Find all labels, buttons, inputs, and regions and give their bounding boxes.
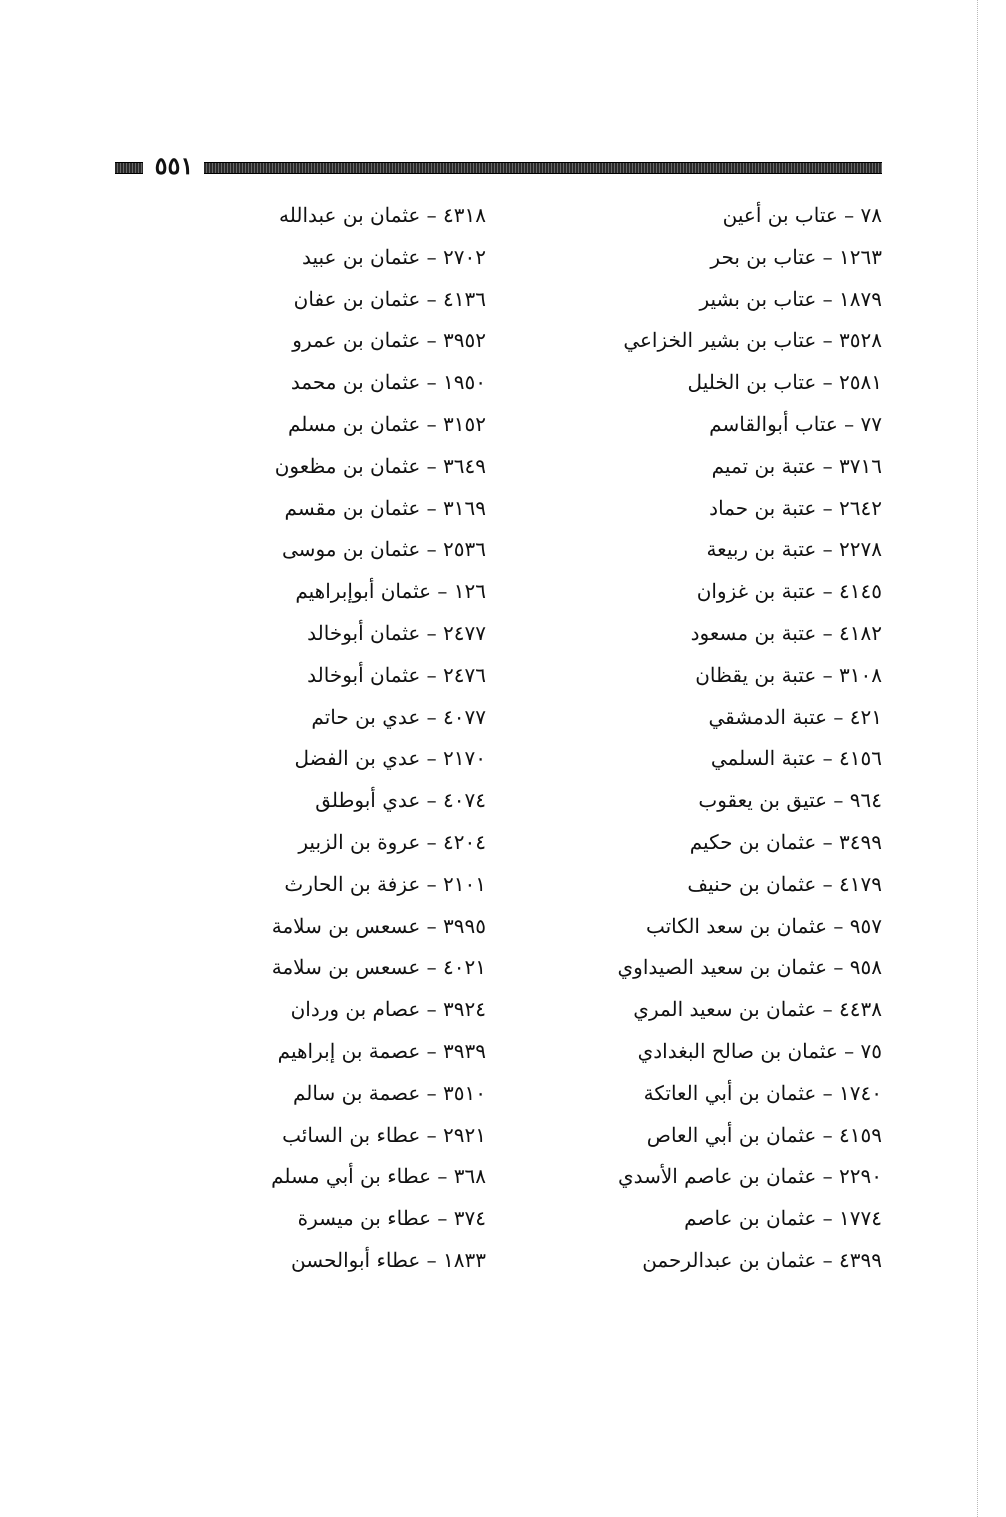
index-entry: ٢٥٣٦ – عثمان بن موسى	[282, 537, 486, 562]
index-entry: ٣١٥٢ – عثمان بن مسلم	[288, 411, 486, 436]
index-entry: ١٨٧٩ – عتاب بن بشير	[699, 286, 882, 311]
index-entry: ٧٨ – عتاب بن أعين	[722, 203, 882, 227]
index-entry: ٤١٥٦ – عتبة السلمي	[710, 746, 882, 771]
index-entry: ٤٠٧٧ – عدي بن حاتم	[311, 704, 486, 729]
index-entry: ٣٦٨ – عطاء بن أبي مسلم	[271, 1164, 486, 1189]
index-entry: ١٨٣٣ – عطاء أبوالحسن	[291, 1247, 486, 1272]
index-entry: ٣٩٩٥ – عسعس بن سلامة	[271, 913, 486, 938]
index-column-right	[592, 195, 882, 1282]
index-entry: ٤٤٣٨ – عثمان بن سعيد المري	[633, 997, 882, 1022]
index-entry: ٢١٧٠ – عدي بن الفضل	[294, 746, 486, 771]
index-entry: ٣٤٩٩ – عثمان بن حكيم	[689, 829, 882, 854]
index-entry: ١٩٥٠ – عثمان بن محمد	[290, 370, 486, 395]
index-entry: ٢٧٠٢ – عثمان بن عبيد	[301, 244, 486, 269]
index-entry: ٣٧١٦ – عتبة بن تميم	[711, 453, 882, 478]
header-rule	[204, 162, 882, 174]
header-rule-end	[115, 162, 143, 174]
index-entry: ٤٠٧٤ – عدي أبوطلق	[315, 788, 486, 813]
page-header	[115, 151, 882, 180]
index-entry: ١٢٦ – عثمان أبوإبراهيم	[295, 579, 486, 604]
index-entry: ٤١٣٦ – عثمان بن عفان	[293, 286, 486, 311]
index-entry: ٩٦٤ – عتيق بن يعقوب	[698, 788, 882, 813]
index-entry: ٣٥١٠ – عصمة بن سالم	[292, 1080, 486, 1105]
index-entry: ١٧٧٤ – عثمان بن عاصم	[684, 1206, 882, 1231]
index-entry: ٤١٧٩ – عثمان بن حنيف	[687, 871, 882, 896]
index-entry: ٣٩٥٢ – عثمان بن عمرو	[292, 328, 486, 353]
index-entry: ١٧٤٠ – عثمان بن أبي العاتكة	[643, 1080, 882, 1105]
index-entry: ٢٥٨١ – عتاب بن الخليل	[687, 370, 882, 395]
index-entry: ١٢٦٣ – عتاب بن بحر	[710, 244, 882, 269]
scan-edge-line	[976, 0, 978, 1517]
index-entry: ٣٥٢٨ – عتاب بن بشير الخزاعي	[623, 328, 882, 353]
index-entry: ٢٢٧٨ – عتبة بن ربيعة	[706, 537, 882, 562]
index-entry: ٧٥ – عثمان بن صالح البغدادي	[637, 1038, 882, 1063]
index-entry: ٤٢١ – عتبة الدمشقي	[708, 704, 882, 729]
index-entry: ٣٩٣٩ – عصمة بن إبراهيم	[277, 1038, 486, 1063]
index-entry: ٧٧ – عتاب أبوالقاسم	[709, 411, 882, 436]
index-entry: ٤١٨٢ – عتبة بن مسعود	[690, 620, 882, 645]
index-entry: ٣١٠٨ – عتبة بن يقظان	[695, 662, 882, 687]
index-entry: ٢٦٤٢ – عتبة بن حماد	[709, 495, 882, 520]
index-entry: ٤٢٠٤ – عروة بن الزبير	[298, 829, 486, 854]
index-entry: ٤٣١٨ – عثمان بن عبدالله	[279, 203, 486, 227]
index-entry: ٣٦٤٩ – عثمان بن مظعون	[274, 453, 486, 478]
index-entry: ٣٧٤ – عطاء بن ميسرة	[297, 1206, 486, 1231]
index-entry: ٤١٥٩ – عثمان بن أبي العاص	[646, 1122, 882, 1147]
index-entry: ٩٥٨ – عثمان بن سعيد الصيداوي	[617, 955, 882, 980]
index-entry: ٢١٠١ – عزفة بن الحارث	[284, 871, 486, 896]
index-entry: ٢٤٧٦ – عثمان أبوخالد	[307, 662, 486, 687]
index-entry: ٣١٦٩ – عثمان بن مقسم	[284, 495, 486, 520]
index-entry: ٢٢٩٠ – عثمان بن عاصم الأسدي	[617, 1164, 882, 1189]
index-entry: ٩٥٧ – عثمان بن سعد الكاتب	[645, 913, 882, 938]
index-entry: ٤١٤٥ – عتبة بن غزوان	[696, 579, 882, 604]
page-number: ٥٥١	[154, 151, 194, 180]
index-column-left	[246, 195, 486, 1282]
index-entry: ٢٩٢١ – عطاء بن السائب	[282, 1122, 486, 1147]
index-entry: ٣٩٢٤ – عصام بن وردان	[290, 997, 486, 1022]
index-entry: ٤٣٩٩ – عثمان بن عبدالرحمن	[642, 1247, 882, 1272]
index-entry: ٤٠٢١ – عسعس بن سلامة	[271, 955, 486, 980]
index-entry: ٢٤٧٧ – عثمان أبوخالد	[307, 620, 486, 645]
